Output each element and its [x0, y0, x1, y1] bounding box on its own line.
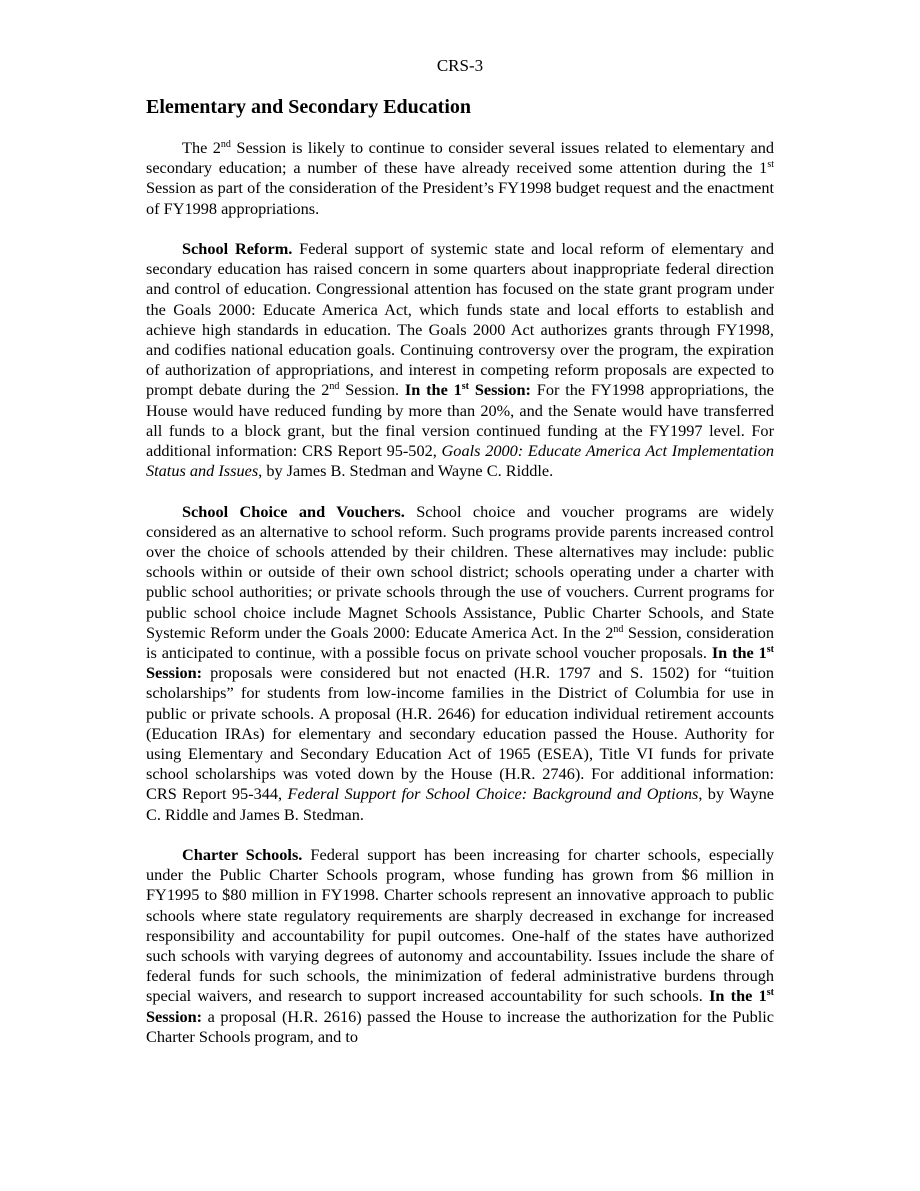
paragraph-text: , by Wayne C. Riddle and James B. Stedman.: [146, 784, 775, 824]
paragraph-text: Session.: [339, 380, 405, 400]
intro-text: The 2: [182, 138, 221, 157]
session-label-text: In the 1: [404, 380, 462, 400]
page-number: CRS-3: [436, 56, 484, 75]
session-label-text: Session:: [146, 1006, 203, 1026]
ordinal-suffix: st: [766, 987, 774, 999]
intro-text: Session is likely to continue to consider several issues related to elementary and secondary education; a number of these have already received some attention during the 1: [146, 138, 774, 178]
paragraph-text: , by James B. Stedman and Wayne C. Riddle.: [258, 461, 554, 481]
school-choice-heading: School Choice and Vouchers.: [182, 501, 405, 521]
paragraph-text: Federal support of systemic state and local reform of elementary and secondary education has raised concern in some quarters about inappropriate federal direction and control of education. Congressional attention has focused on the state grant program under the Goals 2000: Educate America Act, which funds state and local efforts to establish and achieve high standards in education. The Goals 2000 Act authorizes grants through FY1998, and codifies national education goals. Continuing controversy over the program, the expiration of authorization of appropriations, and interest in competing reform proposals are expected to prompt debate during the 2: [146, 239, 774, 400]
ordinal-suffix: st: [767, 159, 774, 171]
report-title: Federal Support for School Choice: Background and Options: [287, 784, 699, 804]
document-body: [146, 138, 774, 1067]
paragraph-text: proposals were considered but not enacted (H.R. 1797 and S. 1502) for “tuition scholarships” for students from low-income families in the District of Columbia for use in public or private schools. A proposal (H.R. 2646) for education individual retirement accounts (Education IRAs) for elementary and secondary education passed the House. Authority for using Elementary and Secondary Education Act of 1965 (ESEA), Title VI funds for private school scholarships was voted down by the House (H.R. 2746). For additional information: CRS Report 95-344,: [146, 663, 774, 804]
ordinal-suffix: nd: [329, 381, 340, 393]
charter-schools-heading: Charter Schools.: [182, 845, 303, 865]
intro-paragraph: [146, 138, 774, 219]
session-label: [405, 380, 531, 399]
session-label-text: In the 1: [709, 986, 767, 1006]
ordinal-suffix: nd: [613, 623, 624, 635]
paragraph-text: Session, consideration is anticipated to continue, with a possible focus on private school voucher proposals.: [146, 622, 774, 663]
paragraph-text: Federal support has been increasing for charter schools, especially under the Public Charter Schools program, whose funding has grown from $6 million in FY1995 to $80 million in FY1998. Charter schools represent an innovative approach to public schools where state regulatory requirements are sharply decreased in exchange for increased responsibility and accountability for pupil outcomes. One-half of the states have authorized such schools with varying degrees of autonomy and accountability. Issues include the share of federal funds for such schools, the minimization of federal administrative burdens through special waivers, and research to support increased accountability for such schools.: [146, 845, 774, 1006]
session-label-text: Session:: [146, 663, 203, 683]
school-choice-paragraph: [146, 502, 774, 825]
ordinal-suffix: st: [461, 381, 470, 393]
paragraph-text: School choice and voucher programs are widely considered as an alternative to school reform. Such programs provide parents increased control over the choice of schools attended by their children. These alternatives may include: public schools within or outside of their own school district; schools operating under a charter with public school authorities; or private schools through the use of vouchers. Current programs for public school choice include Magnet Schools Assistance, Public Charter Schools, and State Systemic Reform under the Goals 2000: Educate America Act. In the 2: [146, 501, 774, 642]
intro-text: Session as part of the consideration of the President’s FY1998 budget request and the enactment of FY1998 appropriations.: [146, 178, 774, 218]
charter-schools-paragraph: [146, 845, 774, 1047]
paragraph-text: a proposal (H.R. 2616) passed the House to increase the authorization for the Public Charter Schools program, and to: [146, 1006, 774, 1046]
ordinal-suffix: st: [766, 644, 774, 656]
school-reform-heading: School Reform.: [182, 239, 293, 258]
session-label-text: Session:: [469, 380, 531, 400]
school-reform-paragraph: [146, 239, 774, 481]
paragraph-text: For the FY1998 appropriations, the House would have reduced funding by more than 20%, and the Senate would have transferred all funds to a block grant, but the final version continued funding at the FY1997 level. For additional information: CRS Report 95-502,: [146, 380, 774, 461]
report-title: Goals 2000: Educate America Act Implementation Status and Issues: [146, 441, 774, 481]
section-title: Elementary and Secondary Education: [146, 96, 472, 118]
ordinal-suffix: nd: [220, 139, 231, 150]
session-label-text: In the 1: [711, 643, 767, 663]
